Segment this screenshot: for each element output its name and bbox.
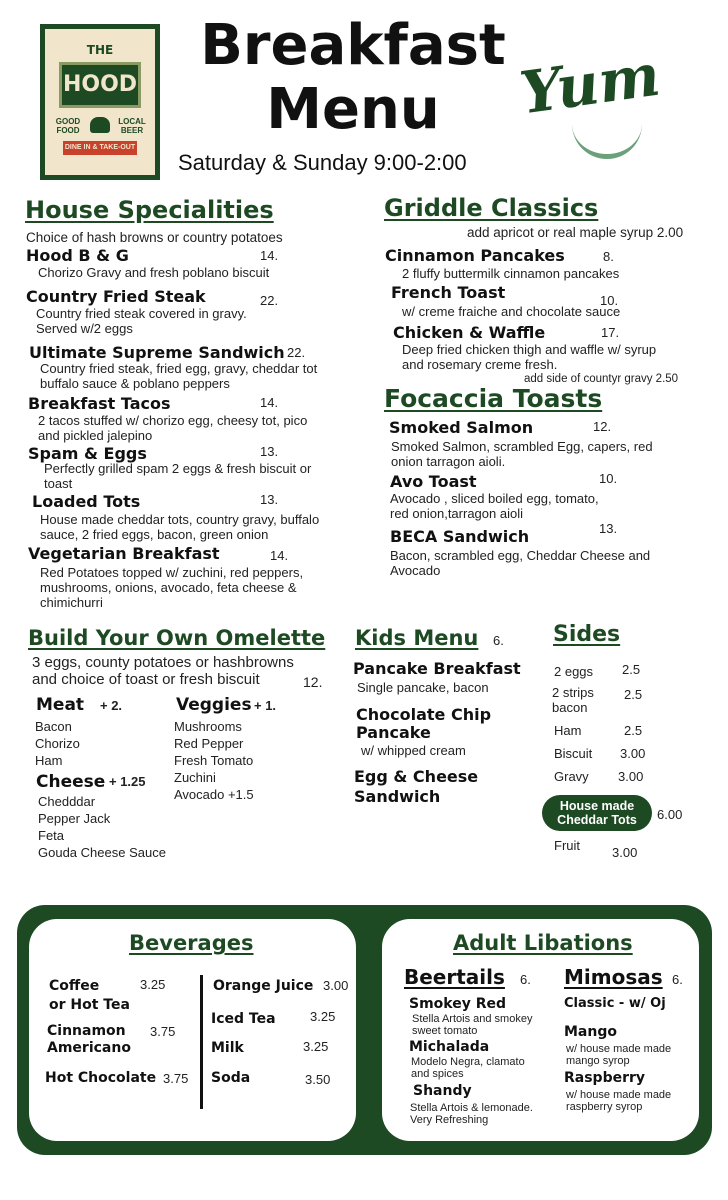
title-line-1: Breakfast: [200, 13, 506, 78]
price-french-toast: 10.: [600, 293, 619, 308]
item-smoked-salmon: Smoked Salmon: [389, 418, 534, 437]
kids-egg-cheese-sandwich: Egg & Cheese Sandwich: [354, 767, 479, 806]
side-cheddar-tots-price: 6.00: [657, 807, 683, 822]
bev-coffee: Coffee or Hot Tea: [49, 978, 130, 1013]
side-eggs-price: 2.5: [622, 662, 641, 677]
bev-iced-tea: Iced Tea: [211, 1011, 276, 1027]
bev-soda: Soda: [211, 1070, 251, 1086]
item-country-fried-steak: Country Fried Steak: [26, 287, 206, 306]
price-vegetarian-breakfast: 14.: [270, 548, 289, 563]
omelette-price: 12.: [303, 674, 323, 690]
item-avo-toast: Avo Toast: [390, 472, 477, 491]
item-spam-eggs: Spam & Eggs: [28, 444, 147, 463]
desc-beca-sandwich: Bacon, scrambled egg, Cheddar Cheese and Avocado: [390, 548, 651, 578]
griddle-note: add apricot or real maple syrup 2.00: [467, 225, 684, 240]
hours: Saturday & Sunday 9:00-2:00: [178, 150, 467, 175]
mimosa-mango: Mango: [564, 1024, 617, 1040]
omelette-title: Build Your Own Omelette: [28, 626, 326, 650]
sides-title: Sides: [553, 622, 621, 647]
gravy-note: add side of countyr gravy 2.50: [524, 373, 679, 385]
price-chicken-waffle: 17.: [601, 325, 620, 340]
beverages-panel: [29, 919, 356, 1141]
side-bacon-price: 2.5: [624, 687, 643, 702]
kids-pancake-breakfast: Pancake Breakfast: [353, 659, 521, 678]
beer-smokey-red-desc: Stella Artois and smokey sweet tomato: [412, 1013, 533, 1037]
drinks-panel: [17, 905, 712, 1155]
adult-panel: [382, 919, 699, 1141]
side-fruit: Fruit: [554, 838, 580, 853]
item-vegetarian-breakfast: Vegetarian Breakfast: [28, 544, 220, 563]
logo-right-text: LOCAL BEER: [118, 117, 146, 135]
bev-coffee-price: 3.25: [140, 977, 166, 992]
desc-avo-toast: Avocado , sliced boiled egg, tomato, red onion,tarragon aioli: [390, 491, 599, 521]
price-loaded-tots: 13.: [260, 492, 279, 507]
side-eggs: 2 eggs: [554, 664, 594, 679]
desc-loaded-tots: House made cheddar tots, country gravy, buffalo sauce, 2 fried eggs, bacon, green onion: [40, 512, 320, 542]
beer-shandy: Shandy: [413, 1083, 472, 1099]
bev-cinnamon-americano: Cinnamon Americano: [47, 1023, 131, 1056]
side-gravy-price: 3.00: [618, 769, 644, 784]
logo-name: HOOD: [59, 62, 141, 108]
item-ultimate-sandwich: Ultimate Supreme Sandwich: [29, 343, 285, 362]
mimosa-raspberry-desc: w/ house made made raspberry syrop: [566, 1089, 672, 1113]
desc-vegetarian-breakfast: Red Potatoes topped w/ zuchini, red peppers, mushrooms, onions, avocado, feta cheese & chimichurri: [40, 565, 304, 610]
kids-pancake-desc: Single pancake, bacon: [357, 680, 489, 695]
item-chicken-waffle: Chicken & Waffle: [393, 323, 546, 342]
beertails-title: Beertails: [404, 965, 505, 989]
beverages-title: Beverages: [129, 931, 254, 955]
bev-cinnamon-americano-price: 3.75: [150, 1024, 176, 1039]
desc-country-fried-steak: Country fried steak covered in gravy. Served w/2 eggs: [36, 306, 247, 336]
veggies-price: + 1.: [254, 698, 277, 713]
side-ham: Ham: [554, 723, 582, 738]
mimosa-classic: Classic - w/ Oj: [564, 996, 666, 1011]
cheese-label: Cheese: [36, 772, 106, 792]
item-loaded-tots: Loaded Tots: [32, 492, 141, 511]
title-line-2: Menu: [266, 77, 440, 142]
focaccia-title: Focaccia Toasts: [384, 384, 603, 413]
desc-chicken-waffle: Deep fried chicken thigh and waffle w/ syrup and rosemary creme fresh.: [402, 342, 657, 372]
side-biscuit: Biscuit: [554, 746, 593, 761]
side-fruit-price: 3.00: [612, 845, 638, 860]
adult-title: Adult Libations: [453, 931, 633, 955]
mimosa-mango-desc: w/ house made made mango syrop: [566, 1043, 672, 1067]
side-gravy: Gravy: [554, 769, 589, 784]
house-title: House Specialities: [25, 196, 274, 224]
kids-price: 6.: [493, 633, 504, 648]
yum-script: Yum: [515, 40, 664, 128]
side-bacon: 2 strips bacon: [552, 685, 594, 715]
bev-milk-price: 3.25: [303, 1039, 329, 1054]
side-cheddar-tots: House made Cheddar Tots: [542, 795, 652, 831]
desc-hood-bg: Chorizo Gravy and fresh poblano biscuit: [38, 265, 270, 280]
desc-french-toast: w/ creme fraiche and chocolate sauce: [402, 304, 621, 319]
meat-list: Bacon Chorizo Ham: [35, 719, 80, 768]
beer-michalada: Michalada: [409, 1039, 490, 1055]
price-ultimate-sandwich: 22.: [287, 345, 306, 360]
kids-title: Kids Menu: [355, 626, 479, 650]
bev-soda-price: 3.50: [305, 1072, 331, 1087]
beertails-price: 6.: [520, 972, 531, 987]
bev-iced-tea-price: 3.25: [310, 1009, 336, 1024]
price-cinnamon-pancakes: 8.: [603, 249, 614, 264]
beer-smokey-red: Smokey Red: [409, 996, 507, 1012]
desc-ultimate-sandwich: Country fried steak, fried egg, gravy, cheddar tot buffalo sauce & poblano peppers: [40, 361, 318, 391]
price-hood-bg: 14.: [260, 248, 279, 263]
price-beca-sandwich: 13.: [599, 521, 618, 536]
kids-chocolate-desc: w/ whipped cream: [361, 743, 466, 758]
logo-left-text: GOOD FOOD: [55, 117, 81, 135]
beer-michalada-desc: Modelo Negra, clamato and spices: [411, 1056, 525, 1080]
beer-shandy-desc: Stella Artois & lemonade. Very Refreshing: [410, 1102, 533, 1126]
beverages-divider: [200, 975, 203, 1109]
veggies-label: Veggies: [176, 695, 252, 715]
price-smoked-salmon: 12.: [593, 419, 612, 434]
mimosas-price: 6.: [672, 972, 683, 987]
desc-spam-eggs: Perfectly grilled spam 2 eggs & fresh biscuit or toast: [44, 461, 312, 491]
price-breakfast-tacos: 14.: [260, 395, 279, 410]
desc-breakfast-tacos: 2 tacos stuffed w/ chorizo egg, cheesy tot, pico and pickled jalepino: [38, 413, 308, 443]
logo-the: THE: [86, 43, 114, 57]
omelette-desc: 3 eggs, county potatoes or hashbrowns and choice of toast or fresh biscuit: [32, 654, 294, 688]
cheese-list: Chedddar Pepper Jack Feta Gouda Cheese Sauce: [38, 794, 166, 860]
desc-smoked-salmon: Smoked Salmon, scrambled Egg, capers, red onion tarragon aioli.: [391, 439, 653, 469]
mimosas-title: Mimosas: [564, 965, 663, 989]
smile-icon: [572, 124, 642, 159]
desc-cinnamon-pancakes: 2 fluffy buttermilk cinnamon pancakes: [402, 266, 620, 281]
page-title: [168, 14, 538, 142]
bev-hot-chocolate: Hot Chocolate: [45, 1070, 157, 1086]
logo-banner: DINE IN & TAKE-OUT: [63, 141, 137, 155]
bev-orange-juice: Orange Juice: [213, 978, 314, 994]
mimosa-raspberry: Raspberry: [564, 1070, 646, 1086]
veggies-list: Mushrooms Red Pepper Fresh Tomato Zuchini Avocado +1.5: [174, 719, 254, 802]
griddle-title: Griddle Classics: [384, 194, 599, 222]
item-cinnamon-pancakes: Cinnamon Pancakes: [385, 246, 565, 265]
price-country-fried-steak: 22.: [260, 293, 279, 308]
price-spam-eggs: 13.: [260, 444, 279, 459]
hood-logo: [40, 24, 160, 180]
meat-label: Meat: [36, 695, 85, 715]
side-ham-price: 2.5: [624, 723, 643, 738]
bev-hot-chocolate-price: 3.75: [163, 1071, 189, 1086]
bev-orange-juice-price: 3.00: [323, 978, 349, 993]
side-biscuit-price: 3.00: [620, 746, 646, 761]
kids-chocolate-chip-pancake: Chocolate Chip Pancake: [356, 705, 492, 742]
house-note: Choice of hash browns or country potatoes: [26, 230, 283, 245]
item-beca-sandwich: BECA Sandwich: [390, 527, 530, 546]
item-french-toast: French Toast: [391, 283, 506, 302]
meat-price: + 2.: [100, 698, 123, 713]
price-avo-toast: 10.: [599, 471, 618, 486]
cheese-price: + 1.25: [109, 774, 146, 789]
item-breakfast-tacos: Breakfast Tacos: [28, 394, 171, 413]
item-hood-bg: Hood B & G: [26, 246, 129, 265]
burger-icon: [90, 117, 110, 133]
bev-milk: Milk: [211, 1040, 244, 1056]
